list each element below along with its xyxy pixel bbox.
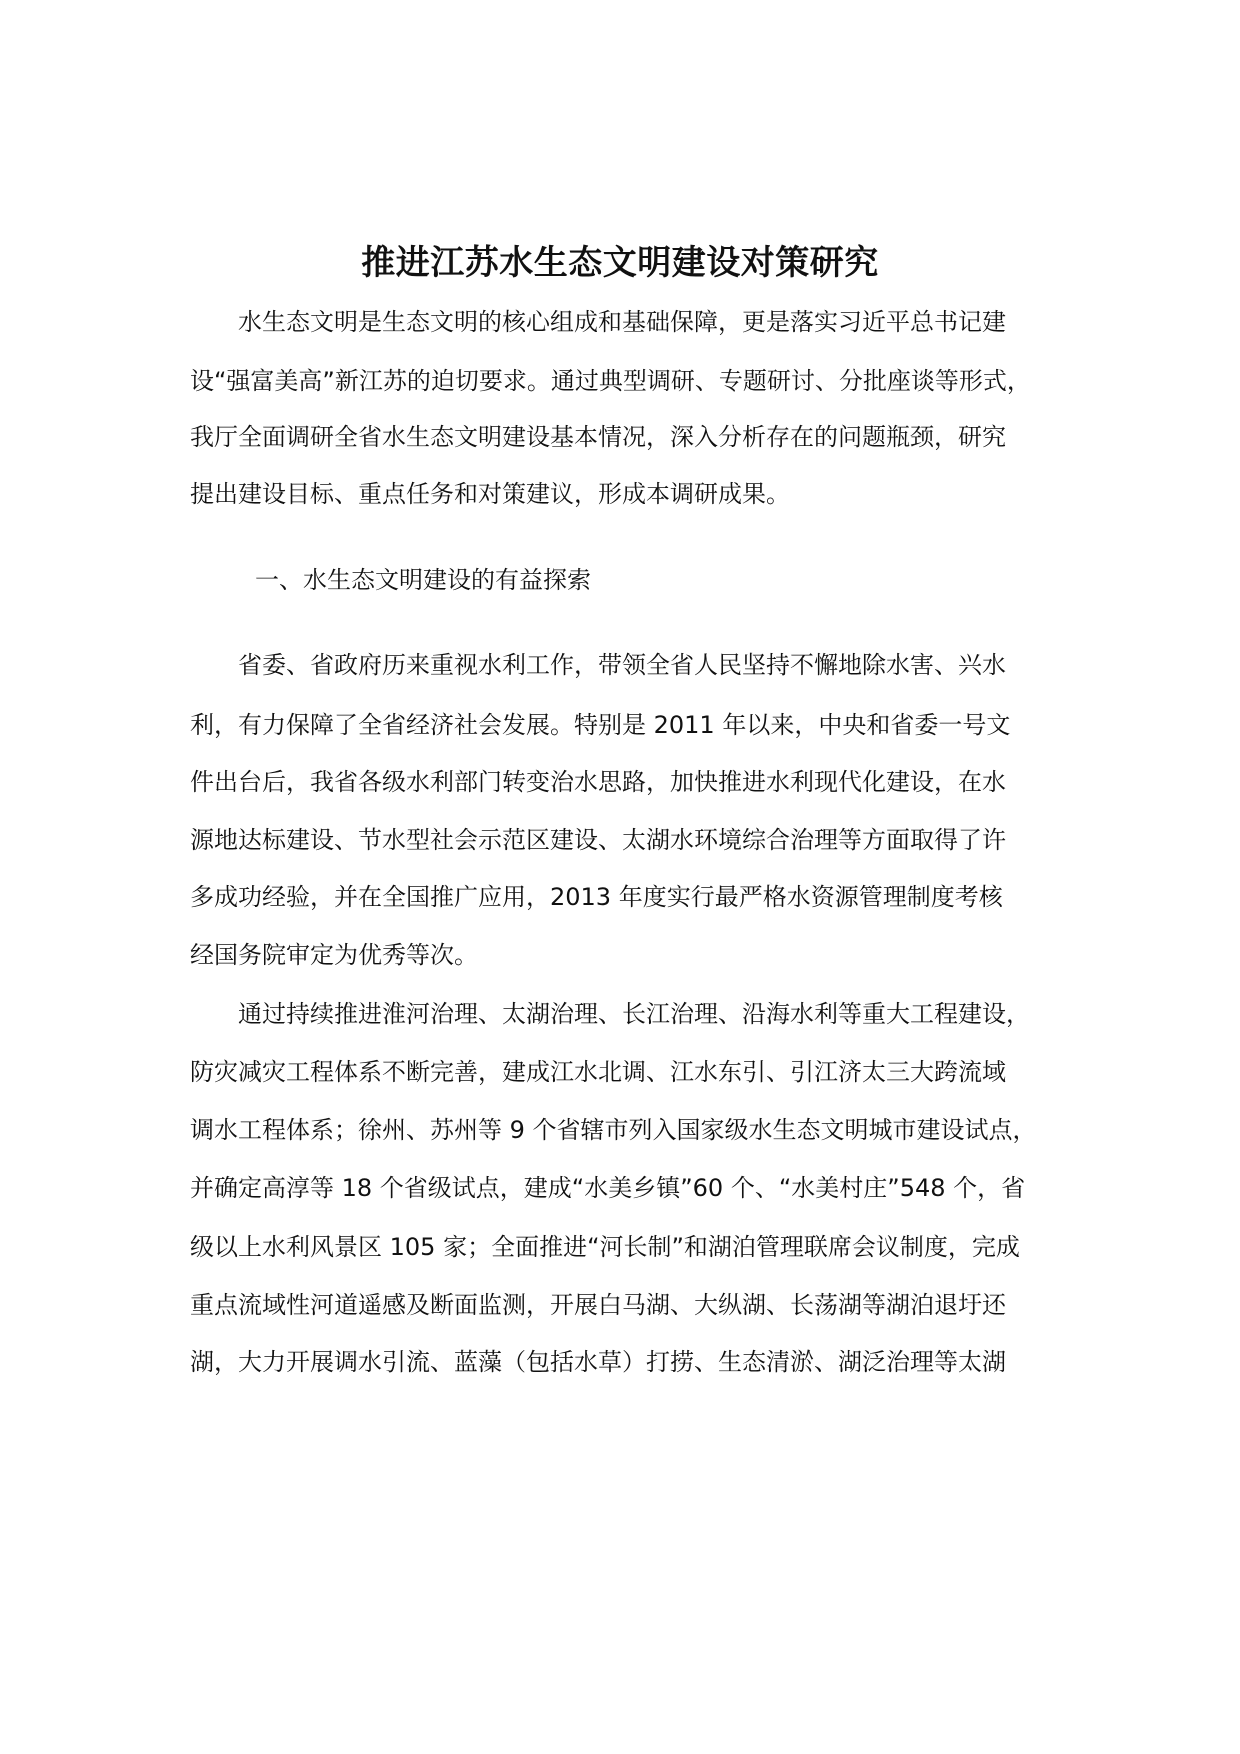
paragraph-2-line-4: 源地达标建设、节水型社会示范区建设、太湖水环境综合治理等方面取得了许	[190, 826, 1006, 854]
paragraph-3-line-6: 重点流域性河道遥感及断面监测，开展白马湖、大纵湖、长荡湖等湖泊退圩还	[190, 1291, 1006, 1319]
paragraph-3-line-3: 调水工程体系；徐州、苏州等 9 个省辖市列入国家级水生态文明城市建设试点，	[190, 1116, 1037, 1144]
document-title: 推进江苏水生态文明建设对策研究	[361, 243, 879, 283]
paragraph-1-line-1: 水生态文明是生态文明的核心组成和基础保障，更是落实习近平总书记建	[238, 308, 1006, 336]
paragraph-2-line-5: 多成功经验，并在全国推广应用，2013 年度实行最严格水资源管理制度考核	[190, 883, 1003, 911]
paragraph-3-line-4: 并确定高淳等 18 个省级试点，建成“水美乡镇”60 个、“水美村庄”548 个，省	[190, 1174, 1026, 1202]
section-heading-1: 一、水生态文明建设的有益探索	[255, 566, 591, 594]
paragraph-3-line-2: 防灾减灾工程体系不断完善，建成江水北调、江水东引、引江济太三大跨流域	[190, 1058, 1006, 1086]
paragraph-3-line-5: 级以上水利风景区 105 家；全面推进“河长制”和湖泊管理联席会议制度，完成	[190, 1233, 1020, 1261]
paragraph-1-line-4: 提出建设目标、重点任务和对策建议，形成本调研成果。	[190, 480, 790, 508]
paragraph-3-line-1: 通过持续推进淮河治理、太湖治理、长江治理、沿海水利等重大工程建设，	[238, 1000, 1030, 1028]
paragraph-1-line-3: 我厅全面调研全省水生态文明建设基本情况，深入分析存在的问题瓶颈，研究	[190, 423, 1006, 451]
paragraph-2-line-6: 经国务院审定为优秀等次。	[190, 941, 478, 969]
paragraph-2-line-3: 件出台后，我省各级水利部门转变治水思路，加快推进水利现代化建设，在水	[190, 768, 1006, 796]
paragraph-3-line-7: 湖，大力开展调水引流、蓝藻（包括水草）打捞、生态清淤、湖泛治理等太湖	[190, 1348, 1006, 1376]
paragraph-1-line-2: 设“强富美高”新江苏的迫切要求。通过典型调研、专题研讨、分批座谈等形式，	[190, 367, 1031, 395]
paragraph-2-line-1: 省委、省政府历来重视水利工作，带领全省人民坚持不懈地除水害、兴水	[238, 651, 1006, 679]
paragraph-2-line-2: 利，有力保障了全省经济社会发展。特别是 2011 年以来，中央和省委一号文	[190, 711, 1011, 739]
